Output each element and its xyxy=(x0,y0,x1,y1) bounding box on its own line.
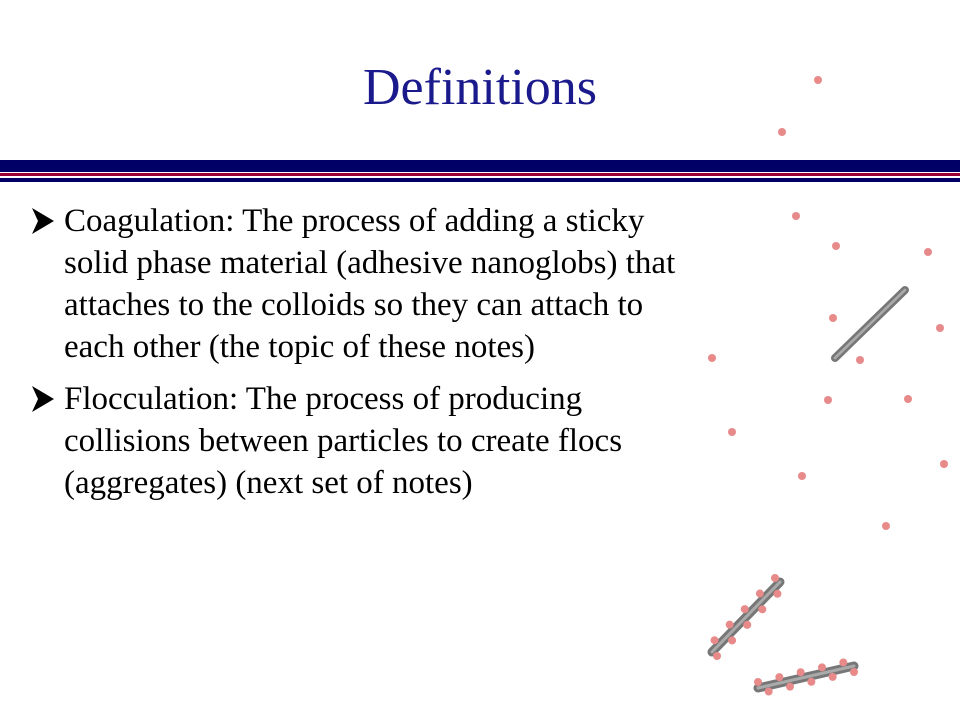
attached-nanoglob xyxy=(829,673,837,681)
bullet-flocculation xyxy=(30,378,680,504)
nanoglob-particle xyxy=(778,128,786,136)
bullet-text: Flocculation: The process of producing collisions between particles to create flocs (aggregates) (next set of notes) xyxy=(64,381,623,501)
attached-nanoglob xyxy=(754,678,762,686)
colloid-illustration xyxy=(690,60,960,720)
bullet-text: Coagulation: The process of adding a sticky solid phase material (adhesive nanoglobs) that attaches to the colloids so they can attach to each other (the topic of these notes) xyxy=(64,203,676,365)
nanoglob-particle xyxy=(856,356,864,364)
nanoglob-particle xyxy=(904,395,912,403)
attached-nanoglob xyxy=(728,636,736,644)
attached-nanoglob xyxy=(775,673,783,681)
attached-nanoglob xyxy=(741,605,749,613)
nanoglob-particle xyxy=(940,460,948,468)
colloid-rod-highlight xyxy=(835,290,905,358)
attached-nanoglob xyxy=(818,663,826,671)
arrowhead-bullet-icon xyxy=(30,384,56,414)
slide-title: Definitions xyxy=(363,59,597,116)
nanoglob-particle xyxy=(728,428,736,436)
attached-nanoglob xyxy=(807,678,815,686)
attached-nanoglob xyxy=(713,652,721,660)
nanoglob-particle xyxy=(792,212,800,220)
nanoglob-particle xyxy=(829,314,837,322)
attached-nanoglob xyxy=(771,574,779,582)
nanoglob-particle xyxy=(824,396,832,404)
attached-nanoglob xyxy=(773,590,781,598)
colloid-rod-coated-highlight xyxy=(758,666,854,688)
bullet-coagulation xyxy=(30,200,680,368)
arrowhead-bullet-icon xyxy=(30,206,56,236)
nanoglob-particle xyxy=(882,522,890,530)
attached-nanoglob xyxy=(756,590,764,598)
nanoglob-particle xyxy=(924,248,932,256)
attached-nanoglob xyxy=(786,683,794,691)
attached-nanoglob xyxy=(850,668,858,676)
nanoglob-particle xyxy=(936,324,944,332)
nanoglob-particle xyxy=(814,76,822,84)
attached-nanoglob xyxy=(743,621,751,629)
attached-nanoglob xyxy=(797,668,805,676)
attached-nanoglob xyxy=(726,621,734,629)
bullet-list xyxy=(30,200,680,514)
nanoglob-particle xyxy=(832,242,840,250)
attached-nanoglob xyxy=(839,658,847,666)
attached-nanoglob xyxy=(711,636,719,644)
attached-nanoglob xyxy=(765,688,773,696)
attached-nanoglob xyxy=(758,605,766,613)
nanoglob-particle xyxy=(708,354,716,362)
nanoglob-particle xyxy=(798,472,806,480)
colloid-rod-coated-highlight xyxy=(712,582,780,652)
